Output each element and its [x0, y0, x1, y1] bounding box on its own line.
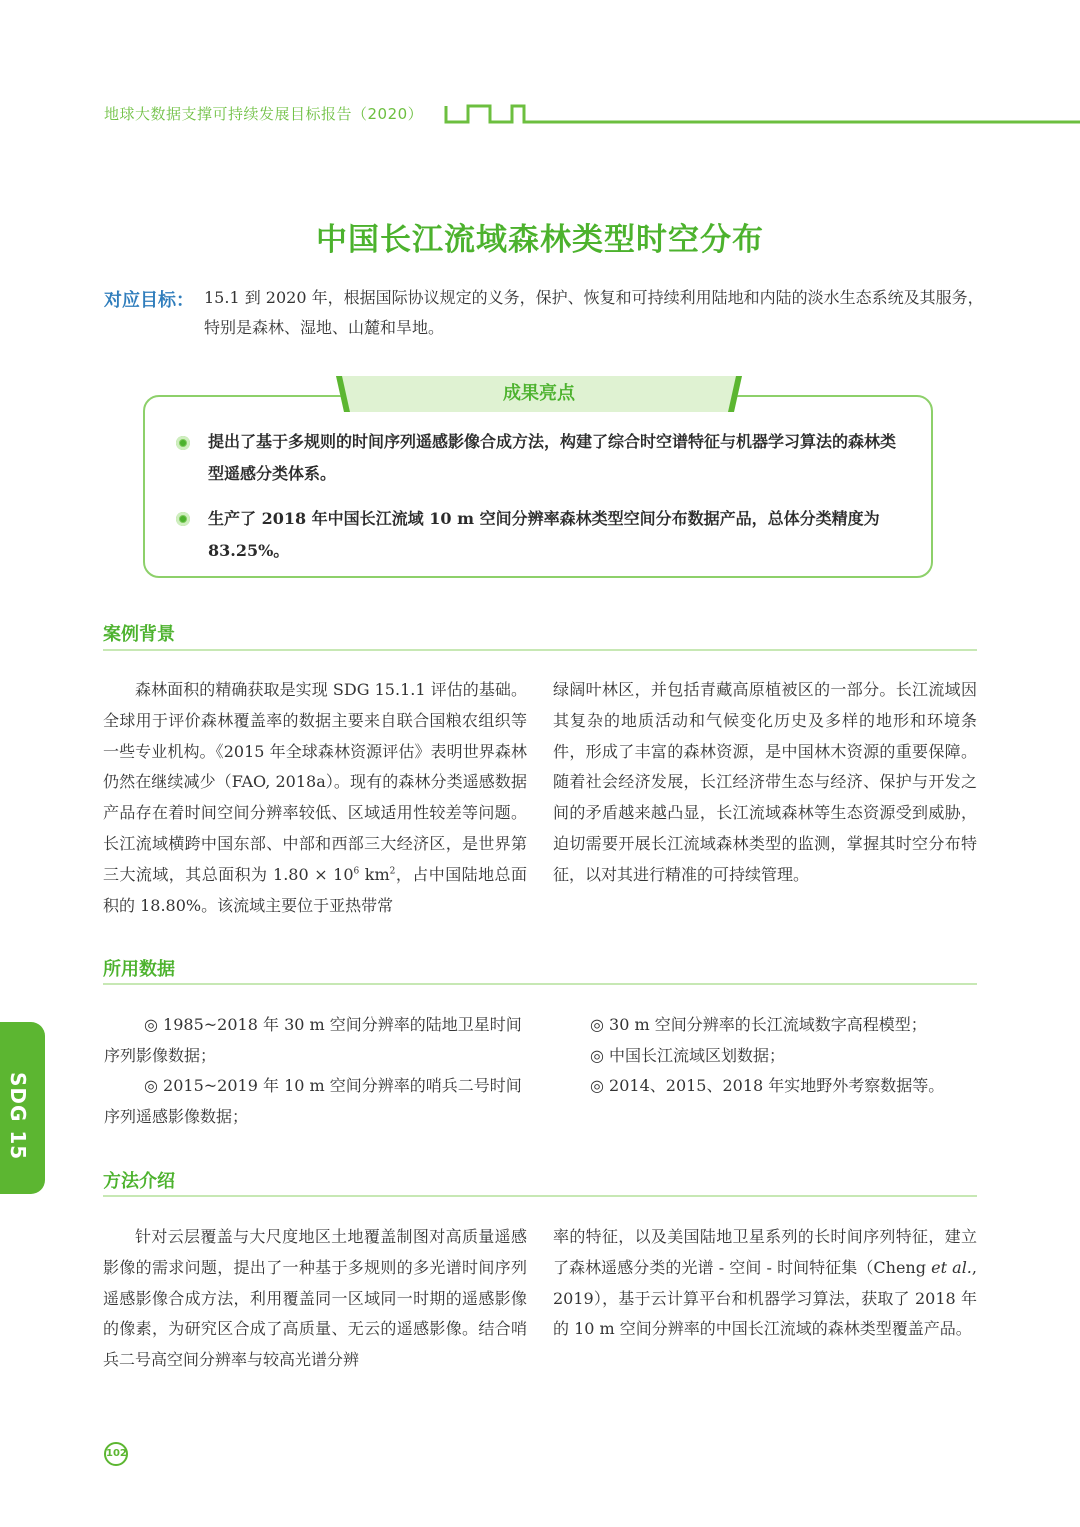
method-right-column: [553, 1222, 977, 1345]
method-left-text: 针对云层覆盖与大尺度地区土地覆盖制图对高质量遥感影像的需求问题，提出了一种基于多规则的多光谱时间序列遥感影像合成方法，利用覆盖同一区域同一时期的遥感影像的像素，为研究区合成了高质量、无云的遥感影像。结合哨兵二号高空间分辨率与较高光谱分辨: [103, 1227, 527, 1370]
background-text-c: ，占中国陆地总面积的 18.80%。该流域主要位于亚热带常: [103, 864, 527, 915]
highlight-item: 提出了基于多规则的时间序列遥感影像合成方法，构建了综合时空谱特征与机器学习算法的森林类型遥感分类体系。: [208, 432, 897, 483]
background-left-column: [103, 675, 527, 921]
section-heading-method: 方法介绍: [103, 1171, 175, 1192]
data-item: ◎ 2014、2015、2018 年实地野外考察数据等。: [590, 1076, 945, 1095]
method-right-italic: et al.: [931, 1257, 972, 1277]
bullet-icon: [176, 436, 190, 450]
method-right-text-b: , 2019），基于云计算平台和机器学习算法，获取了 2018 年的 10 m 空间分辨率的中国长江流域的森林类型覆盖产品。: [553, 1257, 977, 1339]
data-item: ◎ 1985~2018 年 30 m 空间分辨率的陆地卫星时间序列影像数据；: [104, 1015, 522, 1065]
method-right-text-a: 率的特征，以及美国陆地卫星系列的长时间序列特征，建立了森林遥感分类的光谱 - 空间 - 时间特征集（Cheng: [553, 1227, 977, 1277]
bullet-icon: [176, 512, 190, 526]
header-decoration: [444, 104, 1080, 126]
background-text-a: 森林面积的精确获取是实现 SDG 15.1.1 评估的基础。全球用于评价森林覆盖率的数据主要来自联合国粮农组织等一些专业机构。《2015 年全球森林资源评估》表明世界森林仍然在继续减少（FAO, 2018a）。现有的森林分类遥感数据产品存在着时间空间分辨率较低、区域适用性较差等问题。长江流域横跨中国东部、中部和西部三大经济区，是世界第三大流域，其总面积为 1.80 × 10: [103, 680, 527, 884]
background-right-text: 绿阔叶林区，并包括青藏高原植被区的一部分。长江流域因其复杂的地质活动和气候变化历史及多样的地形和环境条件，形成了丰富的森林资源，是中国林木资源的重要保障。随着社会经济发展，长江经济带生态与经济、保护与开发之间的矛盾越来越凸显，长江流域森林等生态资源受到威胁，迫切需要开展长江流域森林类型的监测，掌握其时空分布特征，以对其进行精准的可持续管理。: [553, 680, 977, 884]
target-text: 15.1 到 2020 年，根据国际协议规定的义务，保护、恢复和可持续利用陆地和内陆的淡水生态系统及其服务，特别是森林、湿地、山麓和旱地。: [204, 288, 984, 337]
highlights-title: 成果亮点: [503, 383, 575, 404]
section-divider: [103, 1195, 977, 1197]
data-item: ◎ 2015~2019 年 10 m 空间分辨率的哨兵二号时间序列遥感影像数据；: [104, 1076, 522, 1126]
section-heading-data: 所用数据: [103, 959, 175, 980]
background-text-b: km: [359, 864, 390, 884]
data-item: ◎ 30 m 空间分辨率的长江流域数字高程模型；: [590, 1015, 927, 1034]
section-divider: [103, 983, 977, 985]
data-item: ◎ 中国长江流域区划数据；: [590, 1046, 786, 1065]
superscript: 2: [389, 866, 396, 877]
target-label: 对应目标：: [104, 290, 194, 311]
page-title: 中国长江流域森林类型时空分布: [316, 222, 764, 258]
method-left-column: [103, 1222, 527, 1376]
sdg-side-tab-label: SDG 15: [6, 1072, 30, 1161]
highlight-item: 生产了 2018 年中国长江流域 10 m 空间分辨率森林类型空间分布数据产品，总体分类精度为 83.25%。: [208, 509, 880, 560]
section-heading-background: 案例背景: [103, 624, 175, 645]
page-number: 102: [104, 1442, 128, 1466]
superscript: 6: [353, 866, 360, 877]
background-right-column: [553, 675, 977, 891]
section-divider: [103, 649, 977, 651]
running-header-title: 地球大数据支撑可持续发展目标报告（2020）: [104, 105, 424, 123]
